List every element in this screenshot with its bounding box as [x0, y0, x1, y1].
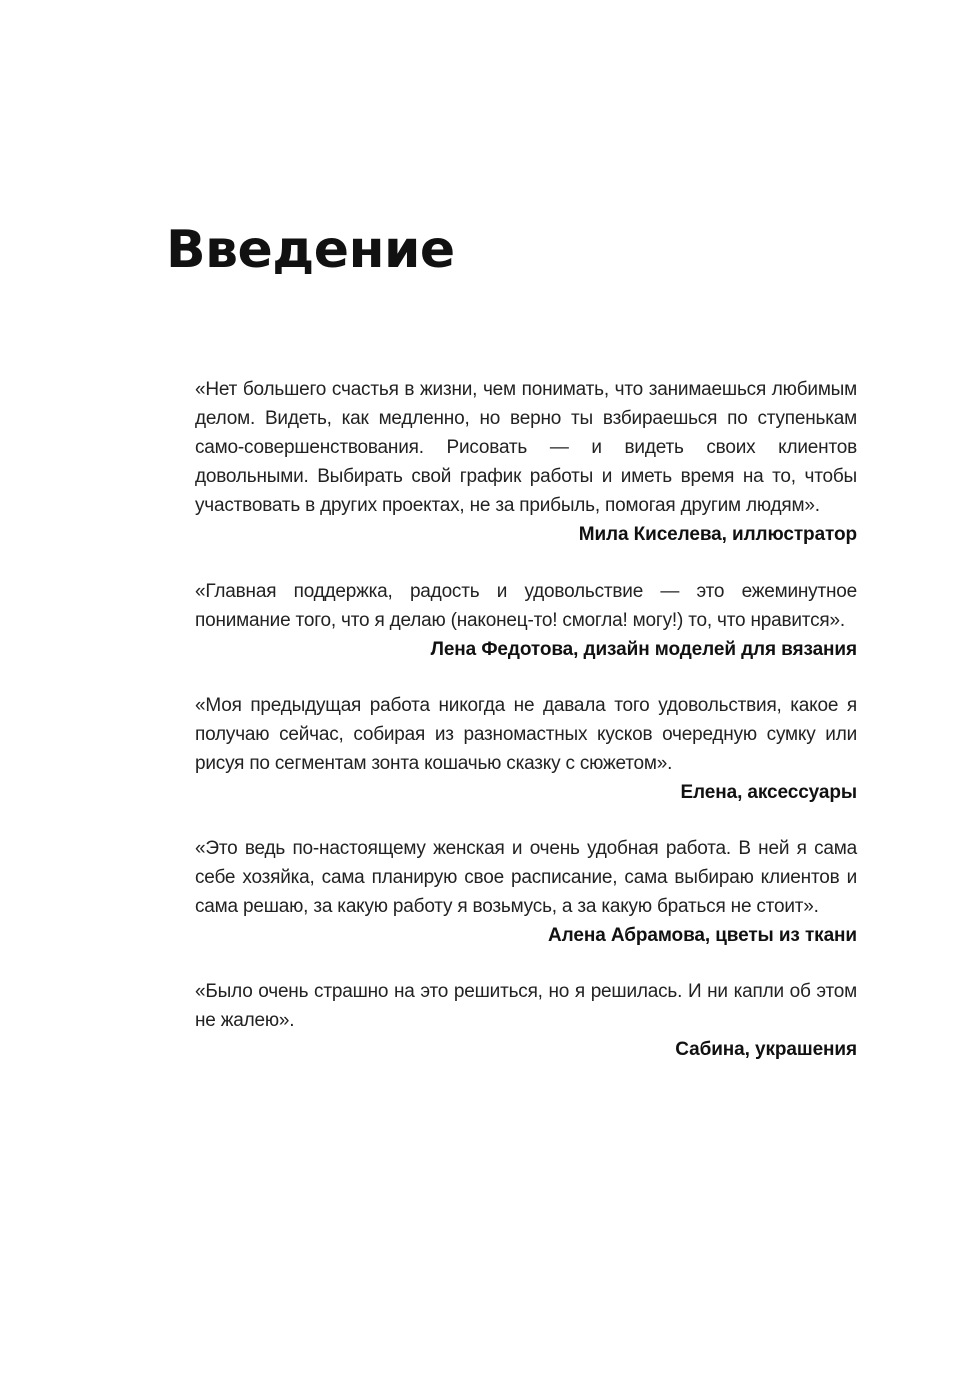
- quote-author: Алена Абрамова, цветы из ткани: [548, 925, 857, 946]
- quote-block: [195, 577, 857, 665]
- quotes-section: [195, 375, 857, 1065]
- quote-text: «Это ведь по-настоящему женская и очень удобная работа. В ней я сама себе хозяйка, сама планирую свое расписание, сама выбираю клиентов и сама решаю, за какую работу я возьмусь, а за какую браться не стоит».: [195, 838, 857, 917]
- quote-author: Сабина, украшения: [675, 1039, 857, 1060]
- quote-text: «Моя предыдущая работа никогда не давала того удовольствия, какое я получаю сейчас, собирая из разномастных кусков очередную сумку или рисуя по сегментам зонта кошачью сказку с сюжетом».: [195, 695, 857, 774]
- quote-author: Лена Федотова, дизайн моделей для вязания: [430, 639, 857, 660]
- quote-block: [195, 691, 857, 808]
- quote-text: «Нет большего счастья в жизни, чем понимать, что занимаешься любимым делом. Видеть, как медленно, но верно ты взбираешься по ступенькам само-совершенствования. Рисовать — и видеть своих клиентов довольными. Выбирать свой график работы и иметь время на то, чтобы участвовать в других проектах, не за прибыль, помогая другим людям».: [195, 379, 857, 516]
- quote-block: [195, 375, 857, 550]
- quote-author: Мила Киселева, иллюстратор: [578, 524, 857, 545]
- quote-author: Елена, аксессуары: [680, 782, 857, 803]
- quote-block: [195, 834, 857, 951]
- page-title: Введение: [166, 220, 455, 280]
- quote-block: [195, 977, 857, 1065]
- quote-text: «Главная поддержка, радость и удовольствие — это ежеминутное понимание того, что я делаю (наконец-то! смогла! могу!) то, что нравится».: [195, 581, 857, 631]
- quote-text: «Было очень страшно на это решиться, но я решилась. И ни капли об этом не жалею».: [195, 981, 857, 1031]
